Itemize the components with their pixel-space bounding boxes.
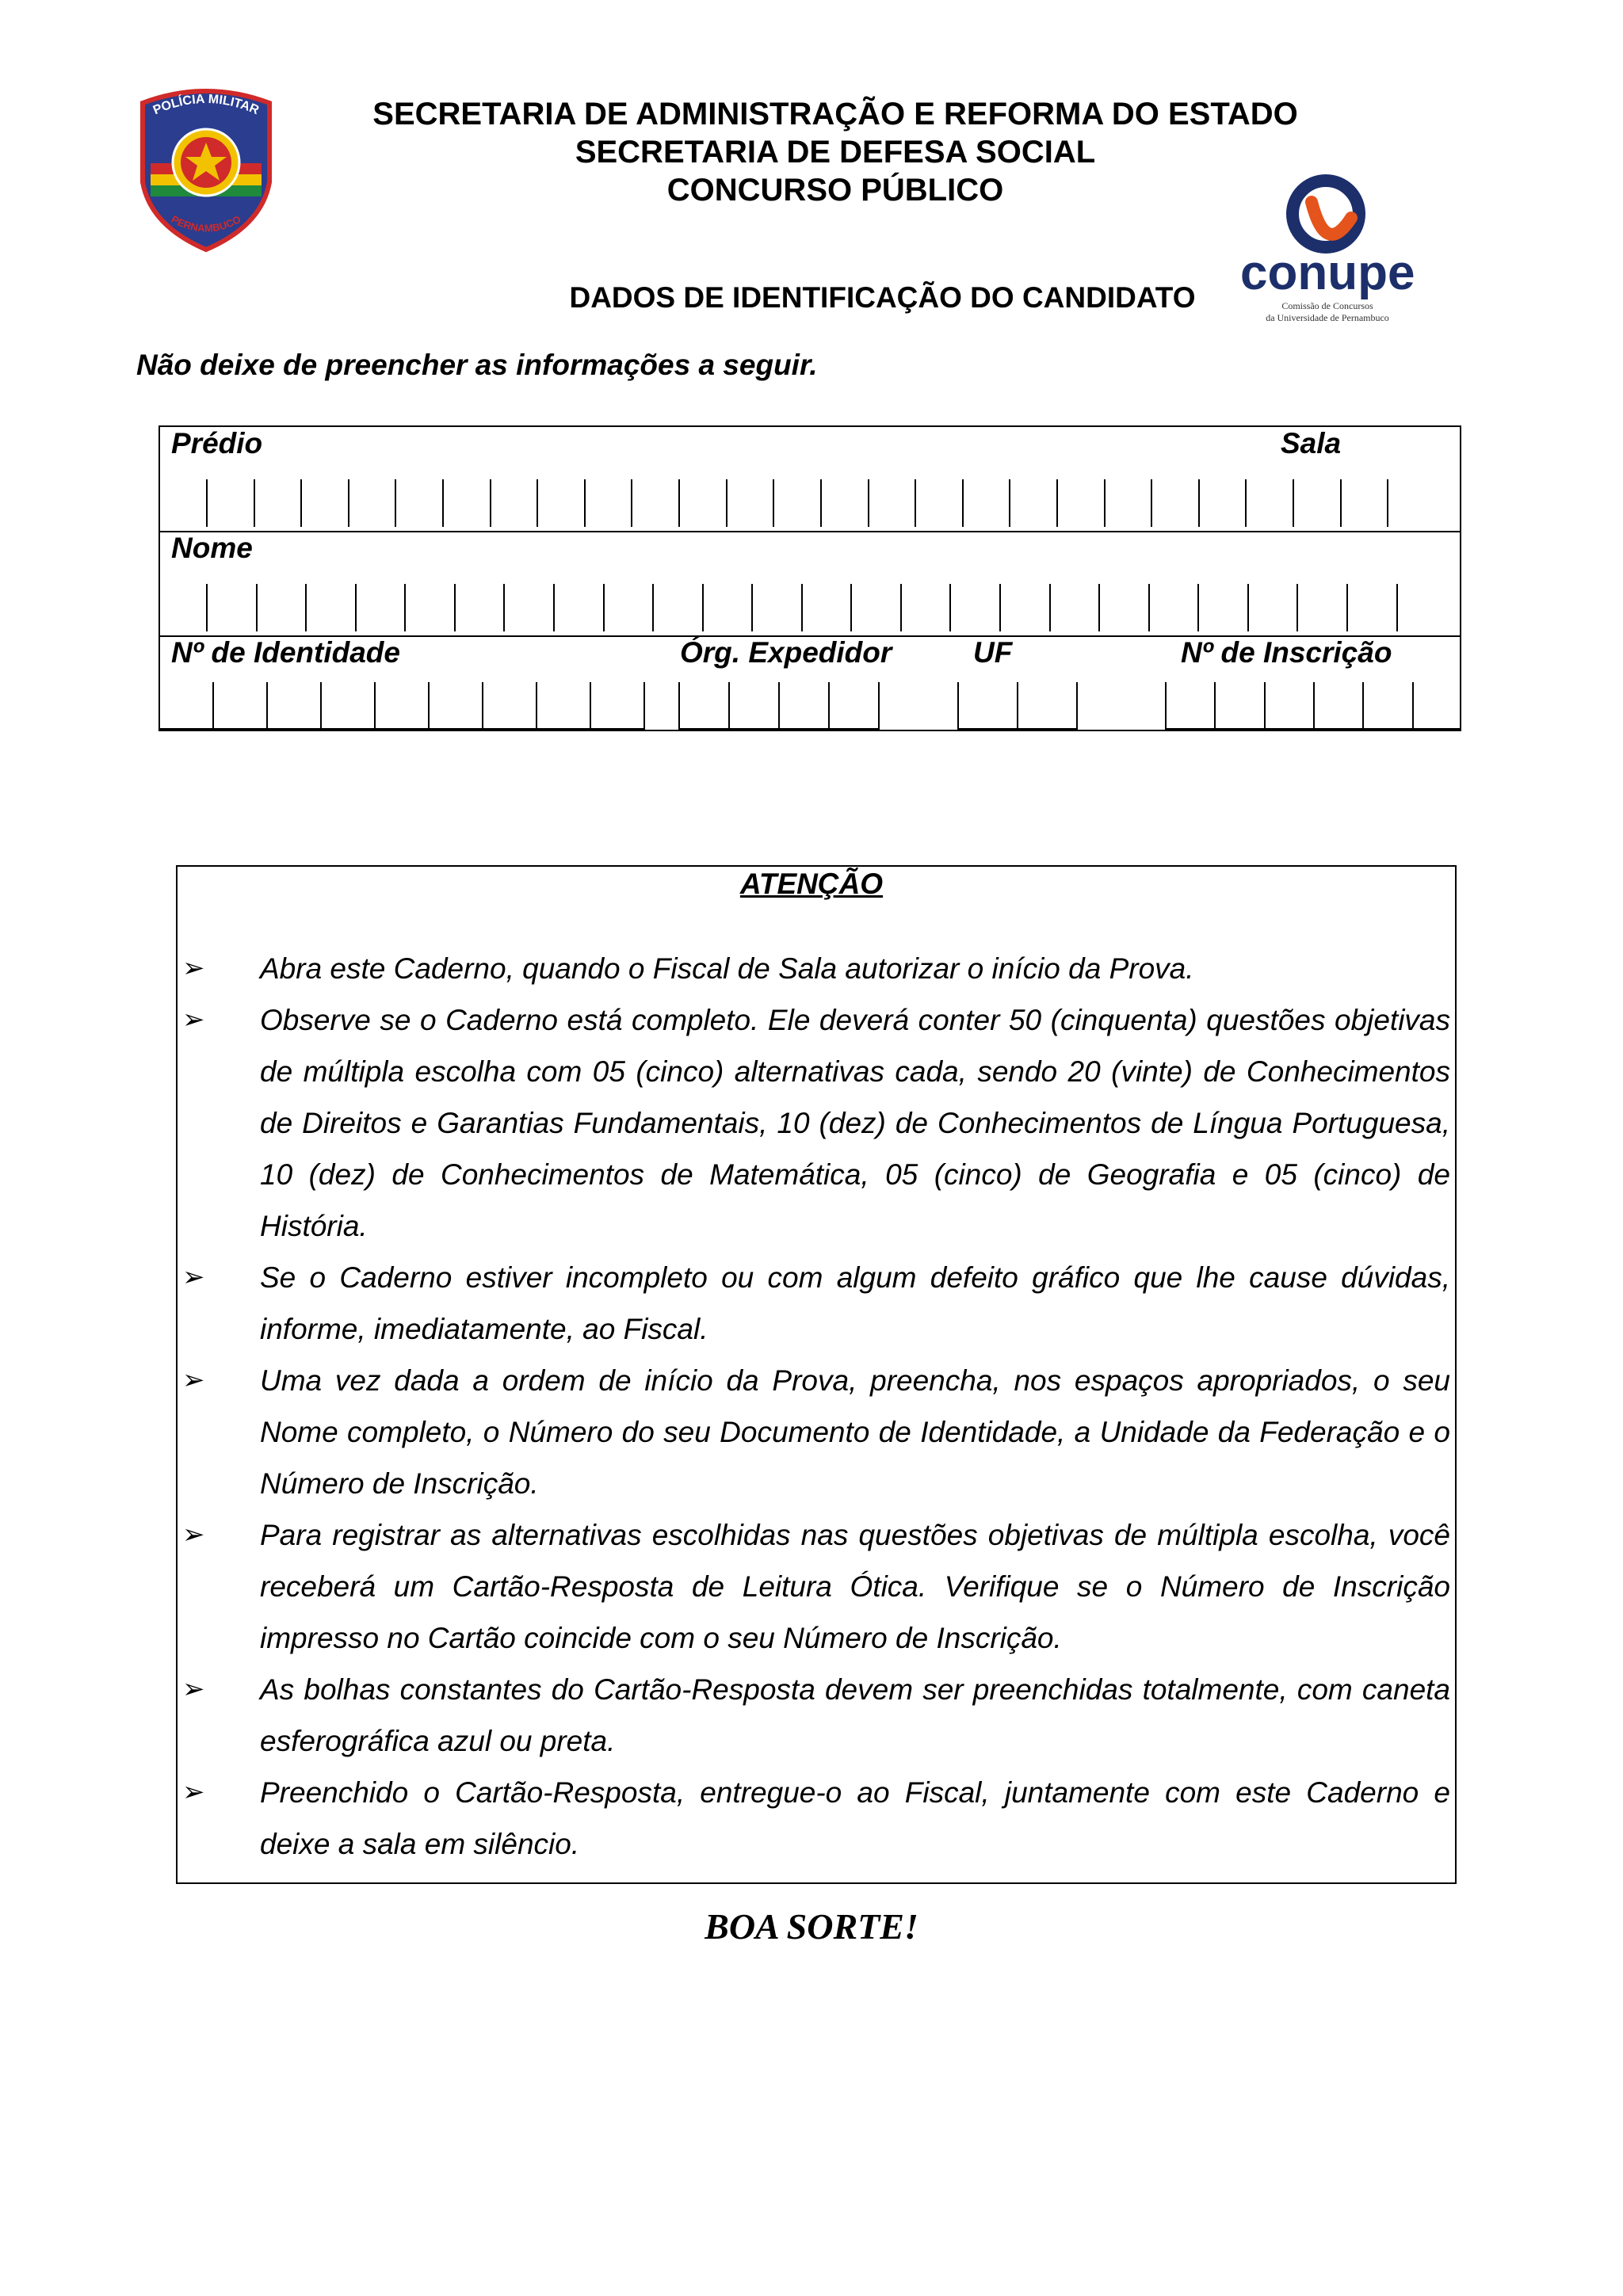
orgao-expedidor-input-boxes[interactable]	[678, 682, 880, 730]
attention-list	[182, 943, 1450, 1870]
arrow-bullet-icon: ➢	[182, 1005, 205, 1035]
predio-label: Prédio	[171, 427, 263, 460]
header-line-1: SECRETARIA DE ADMINISTRAÇÃO E REFORMA DO ESTADO	[372, 97, 1298, 132]
attention-item: ➢ Se o Caderno estiver incompleto ou com algum defeito gráfico que lhe cause dúvidas, informe, imediatamente, ao Fiscal.	[182, 1252, 1450, 1355]
orgao-expedidor-label: Órg. Expedidor	[680, 636, 892, 669]
nome-input-boxes[interactable]	[206, 584, 1445, 631]
arrow-bullet-icon: ➢	[182, 1674, 205, 1704]
attention-item: ➢ Observe se o Caderno está completo. Ele deverá conter 50 (cinquenta) questões objetivas de múltipla escolha com 05 (cinco) alternativas cada, sendo 20 (vinte) de Conhecimentos de Direitos e Garantias Fundamentais, 10 (dez) de Conhecimentos de Língua Portuguesa, 10 (dez) de Conhecimentos de Matemática, 05 (cinco) de Geografia e 05 (cinco) de História.	[182, 994, 1450, 1252]
section-subtitle: DADOS DE IDENTIFICAÇÃO DO CANDIDATO	[569, 281, 1196, 314]
policia-militar-badge-logo	[135, 79, 277, 254]
badge-top-text: POLÍCIA MILITAR	[151, 92, 262, 118]
badge-bottom-text: PERNAMBUCO	[169, 212, 243, 235]
arrow-bullet-icon: ➢	[182, 1777, 205, 1807]
conupe-caption-2: da Universidade de Pernambuco	[1266, 312, 1389, 323]
header-line-2: SECRETARIA DE DEFESA SOCIAL	[575, 135, 1096, 170]
identidade-label: Nº de Identidade	[171, 636, 400, 669]
arrow-bullet-icon: ➢	[182, 953, 205, 983]
identification-form	[158, 425, 1461, 731]
predio-sala-input-boxes[interactable]	[206, 479, 1434, 527]
attention-title: ATENÇÃO	[739, 868, 884, 900]
uf-label: UF	[973, 636, 1013, 669]
attention-item: ➢ Para registrar as alternativas escolhidas nas questões objetivas de múltipla escolha, você receberá um Cartão-Resposta de Leitura Ótica. Verifique se o Número de Inscrição impresso no Cartão coincide com o seu Número de Inscrição.	[182, 1509, 1450, 1664]
conupe-caption-1: Comissão de Concursos	[1281, 300, 1373, 311]
arrow-bullet-icon: ➢	[182, 1365, 205, 1395]
fill-instruction: Não deixe de preencher as informações a seguir.	[136, 349, 818, 381]
attention-item: ➢ Preenchido o Cartão-Resposta, entregue-o ao Fiscal, juntamente com este Caderno e deixe a sala em silêncio.	[182, 1767, 1450, 1870]
conupe-logo-text: conupe	[1240, 246, 1415, 300]
header-line-3: CONCURSO PÚBLICO	[666, 173, 1004, 208]
attention-item: ➢ As bolhas constantes do Cartão-Resposta devem ser preenchidas totalmente, com caneta esferográfica azul ou preta.	[182, 1664, 1450, 1767]
uf-input-boxes[interactable]	[957, 682, 1078, 730]
closing-message: BOA SORTE!	[705, 1906, 918, 1947]
arrow-bullet-icon: ➢	[182, 1520, 205, 1550]
sala-label: Sala	[1281, 427, 1342, 460]
identidade-input-boxes[interactable]	[160, 682, 645, 730]
arrow-bullet-icon: ➢	[182, 1262, 205, 1292]
attention-item: ➢ Uma vez dada a ordem de início da Prova, preencha, nos espaços apropriados, o seu Nome completo, o Número do seu Documento de Identidade, a Unidade da Federação e o Número de Inscrição.	[182, 1355, 1450, 1509]
inscricao-input-boxes[interactable]	[1165, 682, 1461, 730]
attention-item: ➢ Abra este Caderno, quando o Fiscal de Sala autorizar o início da Prova.	[182, 943, 1450, 994]
inscricao-label: Nº de Inscrição	[1181, 636, 1392, 669]
nome-label: Nome	[171, 532, 253, 564]
